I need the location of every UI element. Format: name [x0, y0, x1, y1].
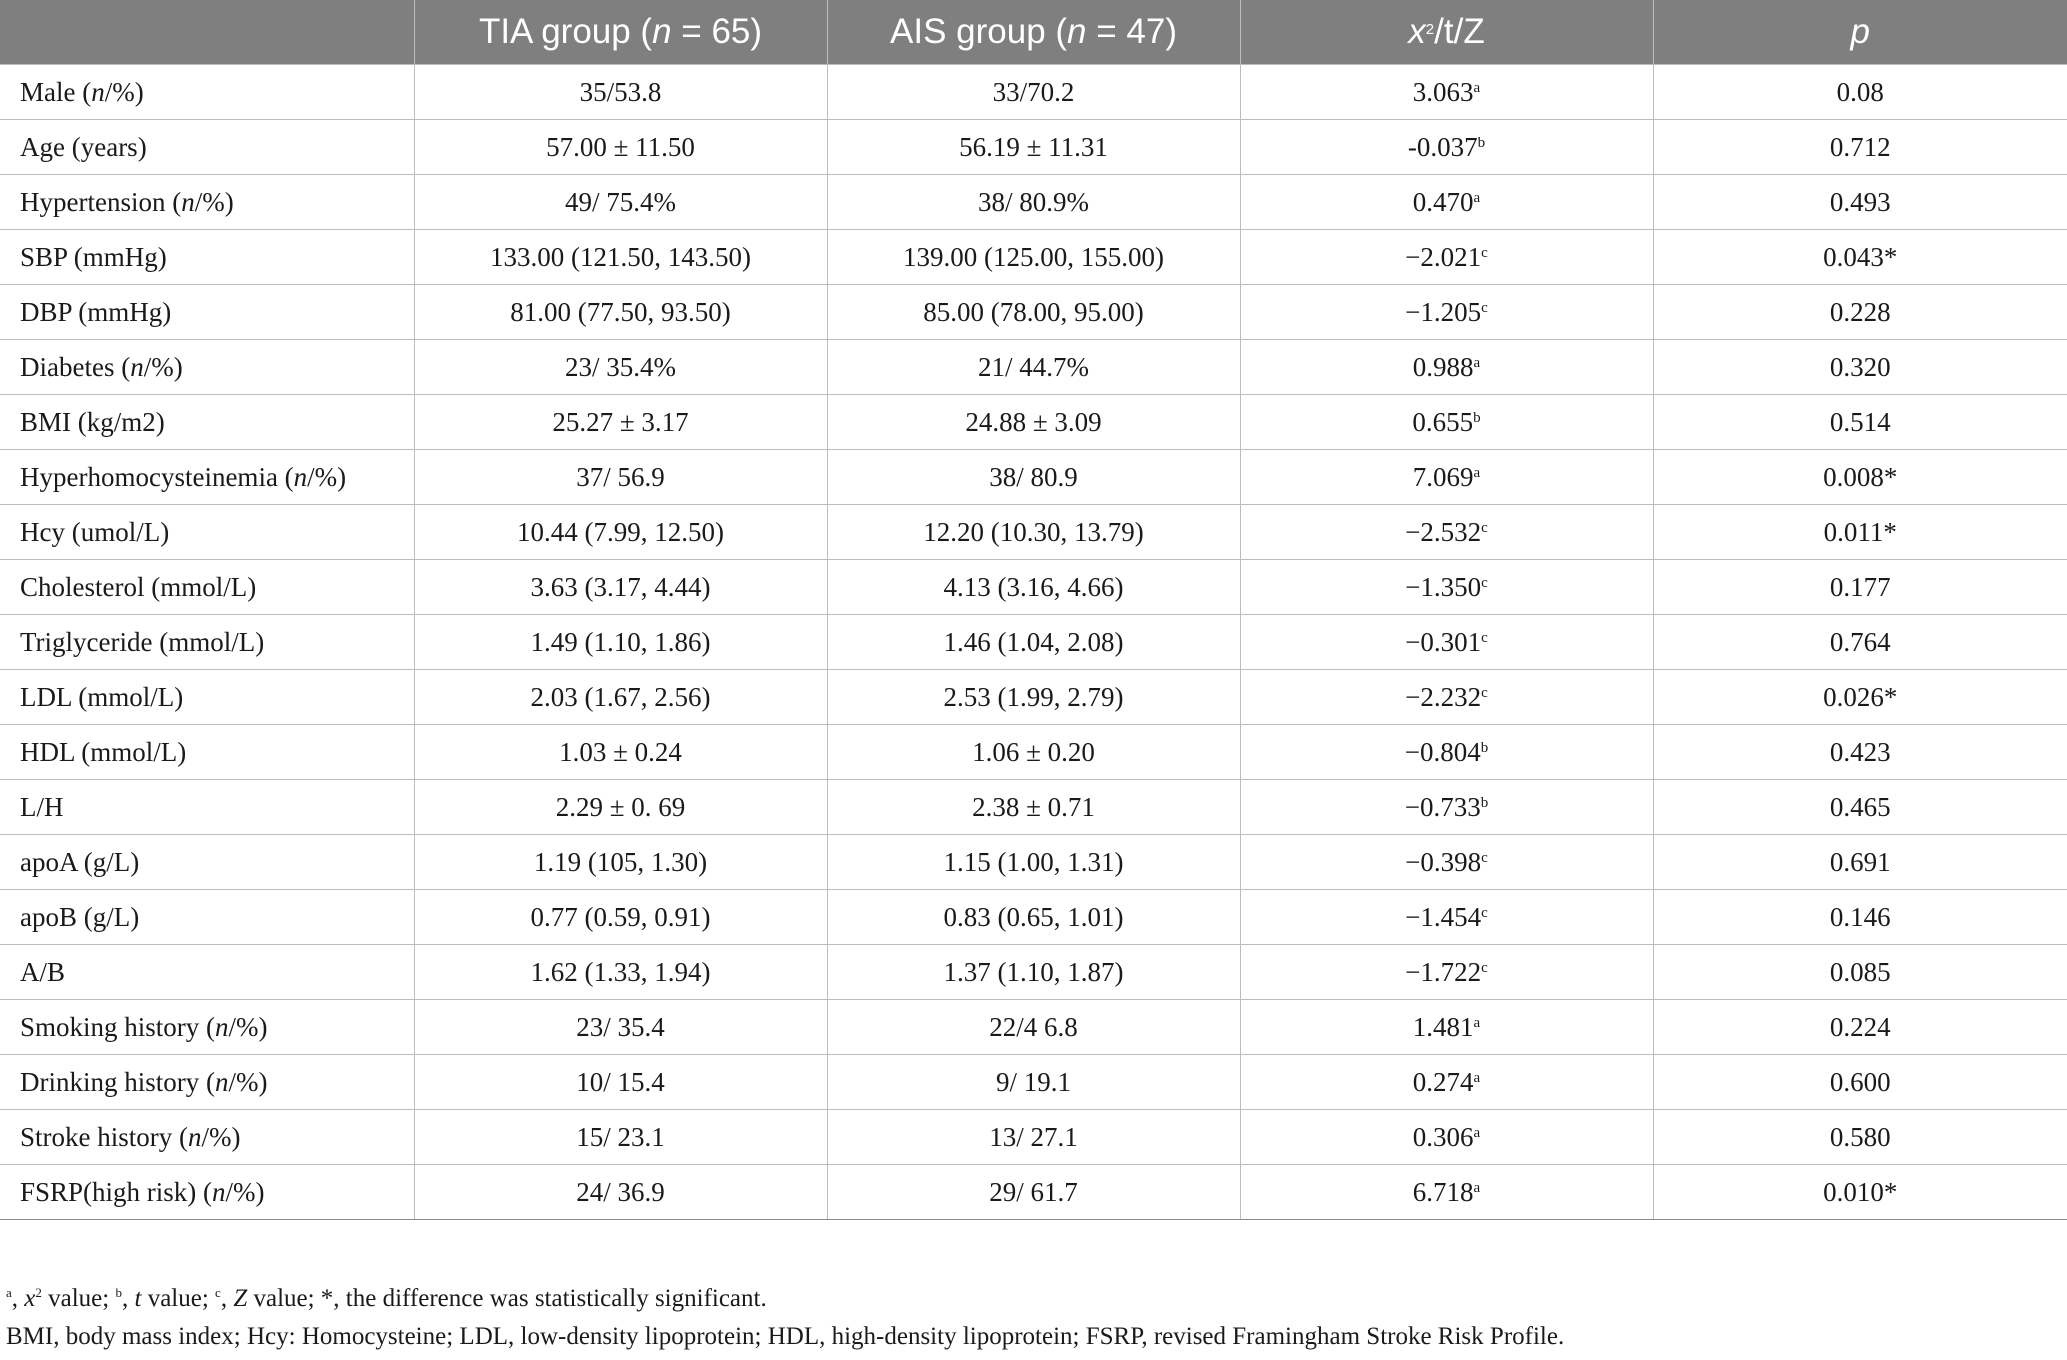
stat-value [1240, 65, 1653, 120]
row-label-text: FSRP(high risk) ( [20, 1176, 213, 1207]
stat-value [1240, 340, 1653, 395]
table-row [0, 1000, 2067, 1055]
tia-value: 25.27 ± 3.17 [414, 395, 827, 450]
row-label [0, 835, 414, 890]
stat-number: 3.063 [1412, 76, 1474, 107]
p-value: 0.011* [1653, 505, 2067, 560]
stat-number: −1.454 [1405, 901, 1482, 932]
stat-number: 0.655 [1412, 406, 1474, 437]
ais-value: 139.00 (125.00, 155.00) [827, 230, 1240, 285]
header-variable [0, 0, 414, 65]
stat-value [1240, 450, 1653, 505]
stat-superscript: c [1481, 849, 1488, 866]
tia-value: 1.49 (1.10, 1.86) [414, 615, 827, 670]
row-label-suffix: /%) [228, 1011, 268, 1042]
p-value: 0.600 [1653, 1055, 2067, 1110]
stat-value [1240, 505, 1653, 560]
ais-value: 9/ 19.1 [827, 1055, 1240, 1110]
row-label-text: Diabetes ( [20, 351, 131, 382]
row-label-italic: n [215, 1011, 229, 1042]
stat-number: 7.069 [1412, 461, 1474, 492]
row-label-suffix: /%) [225, 1176, 265, 1207]
row-label [0, 560, 414, 615]
table-row [0, 120, 2067, 175]
header-ais-group: AIS group (n = 47) [827, 0, 1240, 65]
row-label-text: Stroke history ( [20, 1121, 188, 1152]
ais-value: 1.06 ± 0.20 [827, 725, 1240, 780]
stat-superscript: b [1480, 794, 1489, 811]
ais-value: 85.00 (78.00, 95.00) [827, 285, 1240, 340]
table-row [0, 505, 2067, 560]
stat-superscript: a [1473, 189, 1481, 206]
row-label-text: Male ( [20, 76, 92, 107]
footnote-abbreviations: BMI, body mass index; Hcy: Homocysteine; LDL, low-density lipoprotein; HDL, high-density lipoprotein; FSRP, revised Framingham Stroke Risk Profile. [6, 1323, 1565, 1350]
stat-number: 1.481 [1412, 1011, 1474, 1042]
ais-value: 33/70.2 [827, 65, 1240, 120]
row-label-text: L/H [20, 791, 64, 822]
row-label-text: Age (years) [20, 131, 147, 162]
stat-number: −1.350 [1405, 571, 1482, 602]
p-value: 0.085 [1653, 945, 2067, 1000]
stat-superscript: b [1477, 134, 1486, 151]
table-row [0, 945, 2067, 1000]
table-row [0, 1110, 2067, 1165]
ais-value: 22/4 6.8 [827, 1000, 1240, 1055]
header-statistic: $x^2/t/Z$ [1240, 0, 1653, 65]
table-row [0, 285, 2067, 340]
row-label-text: Hyperhomocysteinemia ( [20, 461, 294, 492]
row-label-suffix: /%) [104, 76, 144, 107]
table-row [0, 615, 2067, 670]
row-label [0, 615, 414, 670]
row-label [0, 175, 414, 230]
table-row [0, 340, 2067, 395]
table-row [0, 670, 2067, 725]
p-value: 0.177 [1653, 560, 2067, 615]
stat-value [1240, 285, 1653, 340]
row-label [0, 670, 414, 725]
tia-value: 49/ 75.4% [414, 175, 827, 230]
stat-value [1240, 1165, 1653, 1220]
stat-value [1240, 230, 1653, 285]
row-label-suffix: /%) [307, 461, 347, 492]
row-label [0, 1055, 414, 1110]
row-label-text: DBP (mmHg) [20, 296, 172, 327]
header-p-value: p [1653, 0, 2067, 65]
tia-value: 0.77 (0.59, 0.91) [414, 890, 827, 945]
stat-superscript: a [1473, 354, 1481, 371]
tia-value: 35/53.8 [414, 65, 827, 120]
p-value: 0.320 [1653, 340, 2067, 395]
row-label-text: Triglyceride (mmol/L) [20, 626, 265, 657]
row-label [0, 65, 414, 120]
ais-value: 2.53 (1.99, 2.79) [827, 670, 1240, 725]
stat-number: −1.205 [1405, 296, 1482, 327]
ais-value: 38/ 80.9 [827, 450, 1240, 505]
row-label-italic: n [181, 186, 195, 217]
tia-value: 23/ 35.4% [414, 340, 827, 395]
ais-value: 38/ 80.9% [827, 175, 1240, 230]
ais-value: 29/ 61.7 [827, 1165, 1240, 1220]
tia-value: 1.03 ± 0.24 [414, 725, 827, 780]
stat-value [1240, 890, 1653, 945]
row-label [0, 120, 414, 175]
table-row [0, 835, 2067, 890]
row-label-text: Drinking history ( [20, 1066, 215, 1097]
row-label [0, 395, 414, 450]
row-label-text: SBP (mmHg) [20, 241, 167, 272]
table-row [0, 725, 2067, 780]
stat-number: −2.232 [1405, 681, 1482, 712]
stat-value [1240, 615, 1653, 670]
row-label [0, 1110, 414, 1165]
stat-value [1240, 120, 1653, 175]
row-label-italic: n [293, 461, 308, 492]
stat-value [1240, 1000, 1653, 1055]
stat-superscript: a [1473, 464, 1481, 481]
ais-value: 0.83 (0.65, 1.01) [827, 890, 1240, 945]
table-header [0, 0, 2067, 65]
stat-number: 0.470 [1412, 186, 1474, 217]
stat-superscript: a [1473, 79, 1481, 96]
row-label [0, 1000, 414, 1055]
p-value: 0.08 [1653, 65, 2067, 120]
ais-value: 1.37 (1.10, 1.87) [827, 945, 1240, 1000]
stat-superscript: a [1473, 1124, 1481, 1141]
ais-value: 13/ 27.1 [827, 1110, 1240, 1165]
row-label-suffix: /%) [194, 186, 234, 217]
ais-value: 2.38 ± 0.71 [827, 780, 1240, 835]
table-row [0, 890, 2067, 945]
row-label-text: Cholesterol (mmol/L) [20, 571, 257, 602]
ais-value: 12.20 (10.30, 13.79) [827, 505, 1240, 560]
footnote-legend: $^a$, $x^2$ value; $^b$, t value; $^c$, Z value; *, the difference was statistically significant. [6, 1285, 767, 1312]
row-label-italic: n [130, 351, 144, 382]
header-tia-group: TIA group (n = 65) [414, 0, 827, 65]
tia-value: 1.62 (1.33, 1.94) [414, 945, 827, 1000]
p-value: 0.146 [1653, 890, 2067, 945]
stat-value [1240, 835, 1653, 890]
stat-number: 6.718 [1412, 1176, 1474, 1207]
stat-superscript: a [1473, 1069, 1481, 1086]
p-value: 0.043* [1653, 230, 2067, 285]
stat-superscript: c [1481, 519, 1488, 536]
stat-superscript: b [1473, 409, 1481, 426]
stat-superscript: a [1473, 1179, 1481, 1196]
row-label-text: HDL (mmol/L) [20, 736, 187, 767]
stat-superscript: c [1481, 684, 1488, 701]
row-label-text: Hcy (umol/L) [20, 516, 170, 547]
p-value: 0.026* [1653, 670, 2067, 725]
tia-value: 10.44 (7.99, 12.50) [414, 505, 827, 560]
row-label [0, 505, 414, 560]
stat-number: −0.804 [1404, 736, 1481, 767]
tia-value: 10/ 15.4 [414, 1055, 827, 1110]
stat-superscript: c [1481, 629, 1488, 646]
row-label-suffix: /%) [201, 1121, 241, 1152]
p-value: 0.465 [1653, 780, 2067, 835]
table-row [0, 450, 2067, 505]
row-label-text: BMI (kg/m2) [20, 406, 165, 437]
ais-value: 4.13 (3.16, 4.66) [827, 560, 1240, 615]
tia-value: 2.29 ± 0. 69 [414, 780, 827, 835]
stat-number: −2.021 [1405, 241, 1482, 272]
row-label-italic: n [188, 1121, 202, 1152]
ais-value: 1.15 (1.00, 1.31) [827, 835, 1240, 890]
ais-value: 56.19 ± 11.31 [827, 120, 1240, 175]
stat-superscript: c [1481, 959, 1488, 976]
stat-value [1240, 1055, 1653, 1110]
tia-value: 81.00 (77.50, 93.50) [414, 285, 827, 340]
stat-superscript: c [1481, 299, 1488, 316]
stat-number: −2.532 [1405, 516, 1482, 547]
p-value: 0.712 [1653, 120, 2067, 175]
tia-value: 2.03 (1.67, 2.56) [414, 670, 827, 725]
stat-number: 0.306 [1412, 1121, 1474, 1152]
p-value: 0.493 [1653, 175, 2067, 230]
p-value: 0.010* [1653, 1165, 2067, 1220]
table-row [0, 1165, 2067, 1220]
stat-number: 0.274 [1412, 1066, 1474, 1097]
header-row [0, 0, 2067, 65]
tia-value: 15/ 23.1 [414, 1110, 827, 1165]
row-label [0, 450, 414, 505]
ais-value: 1.46 (1.04, 2.08) [827, 615, 1240, 670]
tia-value: 24/ 36.9 [414, 1165, 827, 1220]
row-label-text: A/B [20, 956, 66, 987]
stat-value [1240, 560, 1653, 615]
p-value: 0.228 [1653, 285, 2067, 340]
row-label-italic: n [91, 76, 105, 107]
stat-number: −0.301 [1405, 626, 1482, 657]
p-value: 0.224 [1653, 1000, 2067, 1055]
stat-number: 0.988 [1412, 351, 1474, 382]
stat-value [1240, 780, 1653, 835]
row-label-text: Smoking history ( [20, 1011, 216, 1042]
tia-value: 23/ 35.4 [414, 1000, 827, 1055]
stat-value [1240, 670, 1653, 725]
stat-superscript: c [1481, 904, 1488, 921]
table-row [0, 230, 2067, 285]
row-label-text: apoA (g/L) [20, 846, 140, 877]
table-row [0, 1055, 2067, 1110]
tia-value: 37/ 56.9 [414, 450, 827, 505]
tia-value: 133.00 (121.50, 143.50) [414, 230, 827, 285]
tia-value: 3.63 (3.17, 4.44) [414, 560, 827, 615]
tia-value: 57.00 ± 11.50 [414, 120, 827, 175]
table-row [0, 780, 2067, 835]
p-value: 0.691 [1653, 835, 2067, 890]
row-label [0, 340, 414, 395]
row-label-suffix: /%) [228, 1066, 268, 1097]
ais-value: 21/ 44.7% [827, 340, 1240, 395]
table-footnotes [6, 1280, 1564, 1356]
stat-value [1240, 175, 1653, 230]
stat-number: −0.733 [1404, 791, 1481, 822]
row-label-suffix: /%) [143, 351, 183, 382]
p-value: 0.580 [1653, 1110, 2067, 1165]
stat-number: −0.398 [1405, 846, 1482, 877]
row-label-text: LDL (mmol/L) [20, 681, 184, 712]
row-label [0, 945, 414, 1000]
row-label [0, 230, 414, 285]
tia-value: 1.19 (105, 1.30) [414, 835, 827, 890]
stat-superscript: a [1473, 1014, 1481, 1031]
stat-superscript: b [1480, 739, 1489, 756]
row-label [0, 285, 414, 340]
row-label-italic: n [215, 1066, 229, 1097]
row-label [0, 890, 414, 945]
table-body [0, 65, 2067, 1220]
stat-number: -0.037 [1407, 131, 1478, 162]
row-label [0, 780, 414, 835]
row-label-text: Hypertension ( [20, 186, 182, 217]
stat-value [1240, 1110, 1653, 1165]
stat-value [1240, 945, 1653, 1000]
p-value: 0.514 [1653, 395, 2067, 450]
row-label-italic: n [212, 1176, 226, 1207]
stat-value [1240, 395, 1653, 450]
table-row [0, 65, 2067, 120]
stat-superscript: c [1481, 244, 1488, 261]
stat-number: −1.722 [1405, 956, 1482, 987]
table-row [0, 560, 2067, 615]
row-label-text: apoB (g/L) [20, 901, 140, 932]
p-value: 0.423 [1653, 725, 2067, 780]
p-value: 0.008* [1653, 450, 2067, 505]
row-label [0, 1165, 414, 1220]
stat-value [1240, 725, 1653, 780]
stat-superscript: c [1481, 574, 1488, 591]
row-label [0, 725, 414, 780]
table-row [0, 395, 2067, 450]
table-row [0, 175, 2067, 230]
ais-value: 24.88 ± 3.09 [827, 395, 1240, 450]
p-value: 0.764 [1653, 615, 2067, 670]
